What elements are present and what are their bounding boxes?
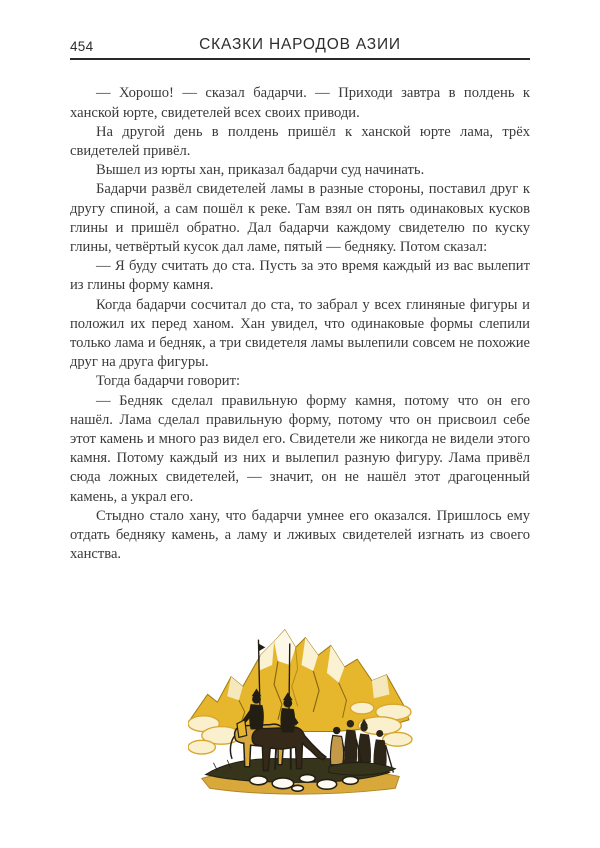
paragraph: Тогда бадарчи говорит:	[96, 373, 241, 390]
running-head	[70, 36, 530, 54]
page-content	[70, 0, 530, 798]
story-illustration	[70, 622, 530, 798]
paragraph: — Бедняк сделал правильную форму камня, потому что он его нашёл. Лама сделал правильную форму, потому что он присвоил себе этот камень и много раз видел его. Свидетели же никогда не видели этого камня. Потому каждый из них и вылепил разную фигуру. Лама привёл сюда ложных свидетелей, — значит, он не нашёл этот драгоценный камень, а украл его.	[70, 392, 530, 505]
golden-mountains-icon	[190, 630, 409, 732]
page-number: 454	[70, 39, 94, 54]
paragraph: Стыдно стало хану, что бадарчи умнее его оказался. Пришлось ему отдать бедняку камень, а ламу и лживых свидетелей изгнать из своего ханства.	[70, 507, 530, 563]
illustration-horsemen-mountains	[188, 622, 413, 798]
paragraph: На другой день в полдень пришёл к ханской юрте лама, трёх свидетелей привёл.	[70, 123, 530, 159]
paragraph: — Хорошо! — сказал бадарчи. — Приходи завтра в полдень к ханской юрте, свидетелей всех своих приводи.	[70, 85, 530, 121]
paragraph: Вышел из юрты хан, приказал бадарчи суд начинать.	[96, 162, 425, 179]
paragraph: — Я буду считать до ста. Пусть за это время каждый из вас вылепит из глины форму камня.	[70, 258, 530, 294]
paragraph: Бадарчи развёл свидетелей ламы в разные стороны, поставил друг к другу спиной, а сам пошёл к реке. Там взял он пять одинаковых кусков глины и пришёл обратно. Дал бадарчи каждому свидетелю по куску глины, четвёртый кусок дал ламе, пятый — бедняку. Потом сказал:	[70, 181, 530, 256]
header-rule	[70, 58, 530, 60]
paragraph: Когда бадарчи сосчитал до ста, то забрал у всех глиняные фигуры и положил их перед ханом. Хан увидел, что одинаковые формы слепили только лама и бедняк, а три свидетеля ламы вылепили совсем не похожие друг на друга фигуры.	[70, 296, 530, 371]
story-text	[70, 84, 530, 564]
running-title: СКАЗКИ НАРОДОВ АЗИИ	[199, 36, 401, 53]
